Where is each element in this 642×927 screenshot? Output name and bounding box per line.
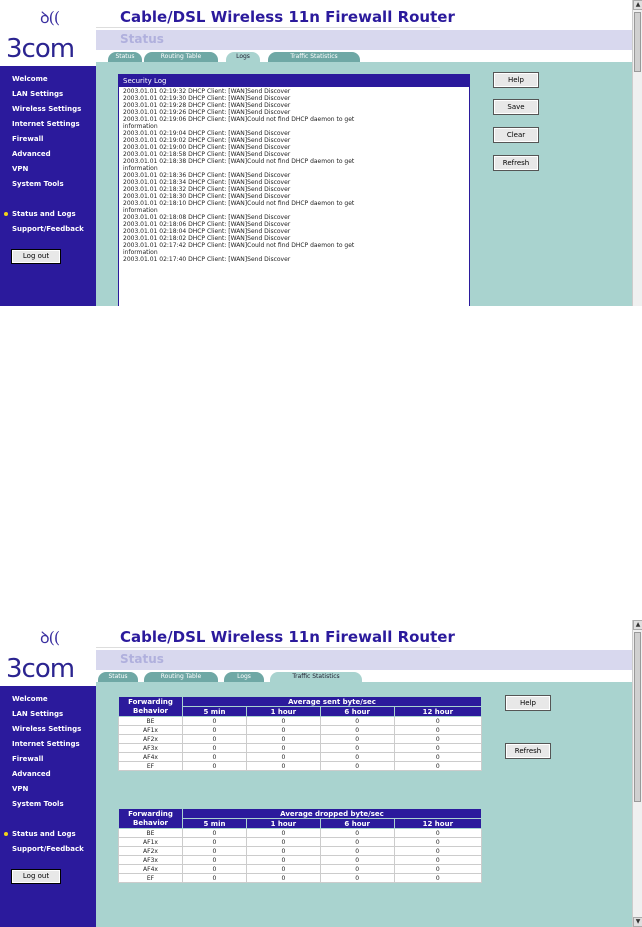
log-entry: 2003.01.01 02:18:34 DHCP Client: [WAN]Send Discover (123, 179, 291, 186)
refresh-button[interactable]: Refresh (506, 744, 550, 758)
logo-area (0, 620, 96, 686)
tab-logs[interactable]: Logs (224, 672, 264, 682)
log-entry: 2003.01.01 02:19:26 DHCP Client: [WAN]Send Discover (123, 109, 291, 116)
row-label: EF (119, 762, 183, 771)
column-header: 6 hour (320, 819, 394, 829)
header (96, 0, 632, 57)
main-content (96, 682, 632, 927)
sidebar-item-vpn[interactable]: VPN (12, 785, 29, 793)
dropped-bytes-table (118, 808, 482, 883)
log-entry: 2003.01.01 02:19:00 DHCP Client: [WAN]Send Discover (123, 144, 291, 151)
security-log-lines (119, 87, 469, 263)
table-cell: 0 (246, 762, 320, 771)
column-header: 5 min (183, 819, 247, 829)
row-label: AF3x (119, 856, 183, 865)
brand-logo: 3com (6, 654, 75, 684)
table-cell: 0 (320, 838, 394, 847)
table-cell: 0 (246, 865, 320, 874)
table-cell: 0 (320, 847, 394, 856)
log-entry: 2003.01.01 02:19:28 DHCP Client: [WAN]Send Discover (123, 102, 291, 109)
row-label: AF4x (119, 753, 183, 762)
log-entry: 2003.01.01 02:19:06 DHCP Client: [WAN]Could not find DHCP daemon to get (123, 116, 355, 123)
table-row (119, 874, 482, 883)
log-entry: 2003.01.01 02:18:02 DHCP Client: [WAN]Send Discover (123, 235, 291, 242)
sidebar-item-internet-settings[interactable]: Internet Settings (12, 740, 80, 748)
log-entry: information (123, 207, 158, 214)
log-entry: 2003.01.01 02:18:30 DHCP Client: [WAN]Send Discover (123, 193, 291, 200)
sidebar-item-status-and-logs[interactable]: Status and Logs (0, 827, 96, 842)
table-cell: 0 (320, 717, 394, 726)
table-cell: 0 (183, 753, 247, 762)
log-entry: 2003.01.01 02:17:40 DHCP Client: [WAN]Send Discover (123, 256, 291, 263)
tab-routing-table[interactable]: Routing Table (144, 52, 218, 62)
table-cell: 0 (183, 762, 247, 771)
column-header: 12 hour (394, 707, 481, 717)
save-button[interactable]: Save (494, 100, 538, 114)
security-log-title: Security Log (119, 75, 469, 87)
table-row (119, 717, 482, 726)
log-entry: information (123, 165, 158, 172)
table-cell: 0 (320, 744, 394, 753)
table-cell: 0 (246, 829, 320, 838)
sidebar-item-status-and-logs[interactable]: Status and Logs (0, 207, 96, 222)
table-cell: 0 (394, 847, 481, 856)
table-cell: 0 (183, 744, 247, 753)
table-cell: 0 (394, 717, 481, 726)
group-header: Average dropped byte/sec (183, 809, 482, 819)
column-header: 1 hour (246, 707, 320, 717)
sidebar-item-advanced[interactable]: Advanced (12, 770, 51, 778)
table-row (119, 847, 482, 856)
row-label: AF2x (119, 735, 183, 744)
section-title: Status (120, 32, 164, 46)
table-cell: 0 (183, 856, 247, 865)
sidebar-item-advanced[interactable]: Advanced (12, 150, 51, 158)
sidebar-item-welcome[interactable]: Welcome (12, 695, 48, 703)
table-cell: 0 (246, 838, 320, 847)
table-row (119, 838, 482, 847)
sidebar-item-support-feedback[interactable]: Support/Feedback (12, 225, 84, 233)
log-entry: 2003.01.01 02:18:08 DHCP Client: [WAN]Send Discover (123, 214, 291, 221)
log-entry: 2003.01.01 02:19:04 DHCP Client: [WAN]Send Discover (123, 130, 291, 137)
table-cell: 0 (394, 744, 481, 753)
table-row (119, 744, 482, 753)
header (96, 620, 632, 677)
tab-routing-table[interactable]: Routing Table (144, 672, 218, 682)
help-button[interactable]: Help (494, 73, 538, 87)
sidebar-nav (0, 692, 96, 857)
tab-logs[interactable]: Logs (226, 52, 260, 62)
sidebar (0, 620, 96, 927)
sidebar-item-firewall[interactable]: Firewall (12, 755, 44, 763)
row-label: AF1x (119, 726, 183, 735)
log-entry: 2003.01.01 02:18:04 DHCP Client: [WAN]Send Discover (123, 228, 291, 235)
log-entry: 2003.01.01 02:18:10 DHCP Client: [WAN]Could not find DHCP daemon to get (123, 200, 355, 207)
table-cell: 0 (183, 735, 247, 744)
sidebar-item-internet-settings[interactable]: Internet Settings (12, 120, 80, 128)
sidebar-item-support-feedback[interactable]: Support/Feedback (12, 845, 84, 853)
table-cell: 0 (320, 726, 394, 735)
log-entry: information (123, 249, 158, 256)
column-header: 5 min (183, 707, 247, 717)
table-row (119, 753, 482, 762)
table-cell: 0 (246, 874, 320, 883)
table-row (119, 829, 482, 838)
tab-status[interactable]: Status (108, 52, 142, 62)
log-entry: 2003.01.01 02:18:32 DHCP Client: [WAN]Send Discover (123, 186, 291, 193)
table-cell: 0 (183, 717, 247, 726)
scroll-thumb[interactable] (634, 632, 641, 802)
log-entry: 2003.01.01 02:18:36 DHCP Client: [WAN]Send Discover (123, 172, 291, 179)
row-label: AF4x (119, 865, 183, 874)
table-row (119, 856, 482, 865)
sidebar-item-wireless-settings[interactable]: Wireless Settings (12, 725, 82, 733)
traffic-statistics-screenshot (0, 620, 642, 927)
sent-bytes-table (118, 696, 482, 771)
table-row (119, 735, 482, 744)
log-entry: 2003.01.01 02:19:02 DHCP Client: [WAN]Send Discover (123, 137, 291, 144)
scroll-up-arrow-icon[interactable]: ▲ (633, 0, 642, 10)
column-header: 12 hour (394, 819, 481, 829)
tab-traffic-statistics[interactable]: Traffic Statistics (268, 52, 360, 62)
log-entry: 2003.01.01 02:18:06 DHCP Client: [WAN]Send Discover (123, 221, 291, 228)
table-cell: 0 (394, 856, 481, 865)
subtitle-band (96, 30, 632, 50)
sidebar-item-wireless-settings[interactable]: Wireless Settings (12, 105, 82, 113)
table-cell: 0 (394, 753, 481, 762)
sidebar-item-lan-settings[interactable]: LAN Settings (12, 90, 64, 98)
tab-status[interactable]: Status (98, 672, 138, 682)
sidebar-item-vpn[interactable]: VPN (12, 165, 29, 173)
table-cell: 0 (320, 856, 394, 865)
section-title: Status (120, 652, 164, 666)
table-cell: 0 (394, 726, 481, 735)
table-cell: 0 (394, 865, 481, 874)
table-cell: 0 (320, 753, 394, 762)
row-label: AF3x (119, 744, 183, 753)
sidebar-item-lan-settings[interactable]: LAN Settings (12, 710, 64, 718)
log-entry: 2003.01.01 02:17:42 DHCP Client: [WAN]Could not find DHCP daemon to get (123, 242, 355, 249)
table-cell: 0 (183, 874, 247, 883)
table-cell: 0 (394, 735, 481, 744)
sidebar (0, 0, 96, 306)
main-content (96, 62, 632, 306)
logout-button[interactable]: Log out (12, 250, 60, 263)
table-cell: 0 (246, 847, 320, 856)
table-row (119, 762, 482, 771)
column-header: 1 hour (246, 819, 320, 829)
table-cell: 0 (394, 874, 481, 883)
log-entry: 2003.01.01 02:18:58 DHCP Client: [WAN]Send Discover (123, 151, 291, 158)
table-row (119, 865, 482, 874)
table-cell: 0 (394, 838, 481, 847)
refresh-button[interactable]: Refresh (494, 156, 538, 170)
log-entry: 2003.01.01 02:19:32 DHCP Client: [WAN]Send Discover (123, 88, 291, 95)
table-cell: 0 (246, 726, 320, 735)
table-cell: 0 (183, 829, 247, 838)
table-cell: 0 (320, 829, 394, 838)
logo-area (0, 0, 96, 66)
page-scrollbar[interactable] (632, 620, 642, 927)
clear-button[interactable]: Clear (494, 128, 538, 142)
row-label: AF1x (119, 838, 183, 847)
page-title: Cable/DSL Wireless 11n Firewall Router (96, 626, 440, 648)
brand-logo: 3com (6, 34, 75, 64)
table-cell: 0 (320, 762, 394, 771)
table-cell: 0 (183, 726, 247, 735)
help-button[interactable]: Help (506, 696, 550, 710)
table-cell: 0 (320, 865, 394, 874)
page-scrollbar[interactable] (632, 0, 642, 306)
tab-bar (96, 670, 632, 682)
logout-button[interactable]: Log out (12, 870, 60, 883)
table-cell: 0 (246, 735, 320, 744)
sidebar-item-firewall[interactable]: Firewall (12, 135, 44, 143)
page-title: Cable/DSL Wireless 11n Firewall Router (96, 6, 440, 28)
log-entry: information (123, 123, 158, 130)
scroll-up-arrow-icon[interactable]: ▲ (633, 620, 642, 630)
row-label: BE (119, 829, 183, 838)
security-log[interactable] (118, 74, 470, 306)
table-cell: 0 (246, 744, 320, 753)
sidebar-item-welcome[interactable]: Welcome (12, 75, 48, 83)
table-cell: 0 (394, 829, 481, 838)
forwarding-behavior-header: Forwarding Behavior (119, 809, 183, 829)
table-cell: 0 (246, 753, 320, 762)
log-entry: 2003.01.01 02:19:30 DHCP Client: [WAN]Send Discover (123, 95, 291, 102)
sidebar-nav (0, 72, 96, 237)
3com-logo-mark-icon: ꝺ(( (40, 8, 60, 27)
table-cell: 0 (246, 717, 320, 726)
table-cell: 0 (183, 838, 247, 847)
logs-screenshot (0, 0, 642, 306)
sidebar-item-system-tools[interactable]: System Tools (12, 800, 64, 808)
table-cell: 0 (246, 856, 320, 865)
scroll-down-arrow-icon[interactable]: ▼ (633, 917, 642, 927)
table-cell: 0 (183, 865, 247, 874)
tab-bar (96, 50, 632, 62)
row-label: AF2x (119, 847, 183, 856)
scroll-thumb[interactable] (634, 12, 641, 72)
table-cell: 0 (320, 735, 394, 744)
subtitle-band (96, 650, 632, 670)
tab-traffic-statistics[interactable]: Traffic Statistics (270, 672, 362, 682)
column-header: 6 hour (320, 707, 394, 717)
forwarding-behavior-header: Forwarding Behavior (119, 697, 183, 717)
table-row (119, 726, 482, 735)
table-cell: 0 (394, 762, 481, 771)
table-cell: 0 (183, 847, 247, 856)
log-entry: 2003.01.01 02:18:38 DHCP Client: [WAN]Could not find DHCP daemon to get (123, 158, 355, 165)
table-cell: 0 (320, 874, 394, 883)
sidebar-item-system-tools[interactable]: System Tools (12, 180, 64, 188)
3com-logo-mark-icon: ꝺ(( (40, 628, 60, 647)
row-label: EF (119, 874, 183, 883)
group-header: Average sent byte/sec (183, 697, 482, 707)
row-label: BE (119, 717, 183, 726)
